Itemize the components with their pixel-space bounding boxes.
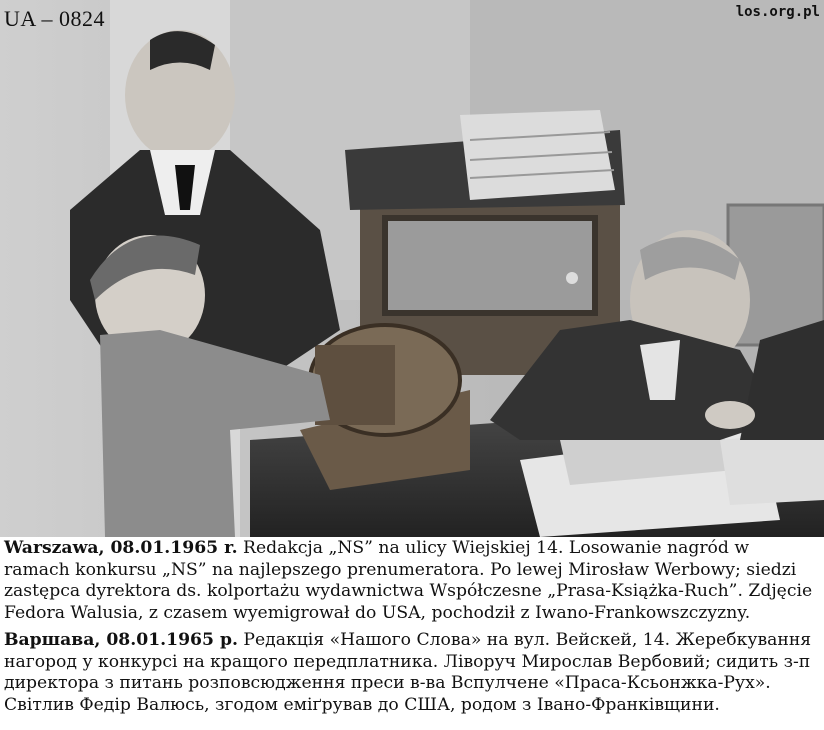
caption-line: ramach konkursu „NS” na najlepszego prenumeratora. Po lewej Mirosław Werbowy; siedzi <box>4 559 797 580</box>
caption-line <box>4 630 824 652</box>
caption-text: Redakcja „NS” na ulicy Wiejskiej 14. Losowanie nagród w <box>237 538 750 558</box>
caption-line: Fedora Walusia, z czasem wyemigrował do USA, pochodził z Iwano-Frankowszczyzny. <box>4 602 751 623</box>
caption-text: Редакція «Нашого Слова» на вул. Вейскей, 14. Жеребкування <box>237 630 812 650</box>
caption-line: Світлив Федір Валюсь, згодом еміґрував до США, родом з Івано-Франківщини. <box>4 694 720 715</box>
caption-line: zastępca dyrektora ds. kolportażu wydawnictwa Współczesne „Prasa-Książka-Ruch”. Zdjęcie <box>4 581 813 601</box>
caption-line <box>4 538 824 560</box>
caption-place-date: Warszawa, 08.01.1965 r. <box>4 538 238 558</box>
site-watermark: los.org.pl <box>735 4 820 20</box>
caption-polish <box>4 538 824 624</box>
caption-line: нагород у конкурсі на кращого передплатника. Ліворуч Мирослав Вербовий; сидить з-п <box>4 651 811 672</box>
caption-ukrainian <box>4 630 824 716</box>
caption-place-date: Варшава, 08.01.1965 р. <box>4 630 238 650</box>
caption-line: директора з питань розповсюдження преси в-ва Вспулчене «Праса-Ксьонжка-Рух». <box>4 673 771 693</box>
archive-id: UA – 0824 <box>4 6 106 31</box>
